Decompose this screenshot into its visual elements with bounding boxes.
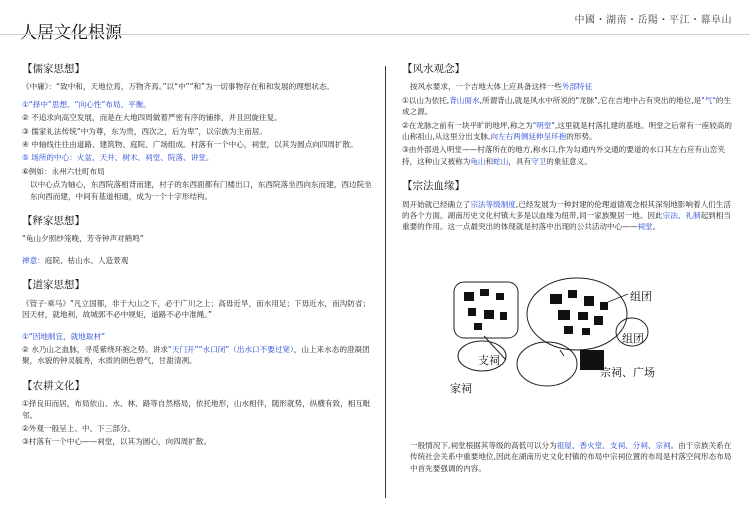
buddhist-zen bbox=[22, 255, 372, 266]
confucian-point-2: ② 不追求向高空发展，而是在大地四周做着严密有序的铺排，并且回旋往复。 bbox=[22, 113, 282, 123]
house-block bbox=[600, 302, 608, 310]
fs3-shouwei: 守卫 bbox=[531, 156, 547, 166]
fengshui-intro-highlight: 外部特征 bbox=[561, 82, 593, 92]
taoist-point-2 bbox=[22, 344, 372, 367]
fs3-sheshan: 蛇山 bbox=[493, 156, 509, 166]
fs3-c: 和 bbox=[485, 156, 494, 166]
farming-point-2: ②外观一般呈上、中、下三部分。 bbox=[22, 423, 136, 433]
fs2-e: 的形势。 bbox=[566, 132, 597, 142]
fs1-qi: "气" bbox=[701, 95, 716, 105]
header-rule bbox=[0, 34, 750, 35]
fengshui-point-2 bbox=[402, 120, 732, 143]
buddhist-quote: “龟山夕照纱笼晚，芳寺钟声对鹤鸣” bbox=[22, 234, 144, 244]
house-block bbox=[496, 293, 504, 300]
connector-line-2 bbox=[560, 350, 564, 356]
clan-f: 祠堂 bbox=[637, 222, 653, 232]
confucian-example: 以中心点为轴心，东西院落相背而建，村子的东西面都有门楼出口，东西院落坐西向东而建，西边院坐东向西而建，中间有基道相通，成为一个十字形结构。 bbox=[30, 180, 372, 201]
house-block bbox=[550, 294, 562, 304]
taoist-point-1: ①“因地制宜，就地取材” bbox=[22, 331, 106, 341]
house-block bbox=[500, 312, 507, 320]
bottom-highlight: 祖屋、香火堂、支祠、分祠、宗祠 bbox=[556, 441, 671, 450]
clan-e: 起到相当重要的作用。这一点最突出的体现就是村落中出现的公共活动中心—— bbox=[402, 211, 731, 232]
fs2-mingtang: "明堂" bbox=[532, 120, 555, 130]
confucian-point-1: ①“择中”思想、“向心性”布局、平衡。 bbox=[22, 99, 151, 109]
house-block bbox=[584, 296, 594, 306]
house-block bbox=[568, 290, 577, 298]
house-block bbox=[468, 308, 476, 316]
page-title: 人居文化根源 bbox=[20, 23, 122, 43]
house-block bbox=[564, 326, 573, 334]
clan-d: 宗法、礼制 bbox=[662, 211, 701, 221]
left-column bbox=[22, 60, 372, 450]
bottom-ellipse-center bbox=[517, 342, 577, 386]
taoist-point-2-a: ② 水乃山之血脉，寻觅紫绕环抱之势。讲求 bbox=[22, 344, 168, 354]
house-block bbox=[480, 289, 489, 296]
zen-text: 庭院、枯山水、人造景观 bbox=[44, 255, 129, 265]
fs1-a: ①以山为依托, bbox=[402, 95, 450, 105]
farming-heading: 【农耕文化】 bbox=[22, 379, 85, 392]
bottom-c: 。由于宗族关系在传统社会关系中重要地位,因此在湖南历史文化村镇的布局中宗祠位置的布局是村落空间形态布局中首先要强调的内容。 bbox=[410, 441, 732, 473]
house-block bbox=[474, 323, 482, 330]
column-divider bbox=[385, 66, 386, 498]
clan-a: 周开始就已经确立了 bbox=[402, 199, 471, 209]
group-ellipse-main bbox=[527, 278, 627, 350]
clan-b: 宗法等级制度 bbox=[470, 199, 516, 209]
buddhist-heading: 【释家思想】 bbox=[22, 215, 85, 228]
confucian-point-5: ⑤ 场所的中心：火盆、天井、树木、祠堂、院落、讲堂。 bbox=[22, 153, 214, 163]
clan-paragraph bbox=[402, 199, 732, 233]
confucian-point-4: ④ 中轴线往往由道路、建筑物、庭院、广场组成。村落有一个中心，祠堂，以其为圆点向四周扩散。 bbox=[22, 140, 358, 150]
fengshui-heading: 【风水观念】 bbox=[402, 63, 465, 75]
clan-g: 。 bbox=[652, 222, 661, 232]
location-breadcrumb: 中國・湖南・岳陽・平江・幕阜山 bbox=[574, 15, 732, 26]
label-branch-hall: 支祠 bbox=[478, 354, 500, 367]
fs2-highlight: 向左右两侧延伸呈环抱 bbox=[490, 132, 567, 142]
house-block bbox=[558, 310, 570, 320]
fs1-e: 的生成之源。 bbox=[402, 95, 732, 117]
fs3-guishan: 龟山 bbox=[470, 156, 486, 166]
fengshui-point-3 bbox=[402, 144, 732, 167]
confucian-point-6: ⑥例如：永州六壮町布局 bbox=[22, 166, 105, 176]
fs2-a: ②在龙脉之前有一块平旷的地坪,称之为 bbox=[402, 120, 533, 130]
clan-heading: 【宗法血缘】 bbox=[402, 180, 465, 193]
fs1-c: ,所谓背山,就是风水中所说的"龙脉",它在吉地中占有突出的地位,是 bbox=[479, 95, 702, 105]
house-block bbox=[578, 312, 588, 320]
zen-label: 禅意： bbox=[22, 255, 45, 265]
label-group-mid: 组团 bbox=[622, 332, 644, 345]
fengshui-intro bbox=[402, 81, 732, 92]
taoist-point-2-c: ，山上来水态的澄凝团聚，水貌的钟灵毓秀，水质的朗色碧气，甘甜清冽。 bbox=[22, 344, 370, 366]
taoist-intro: 《管子·乘马》“凡立国都，非于大山之下，必于广川之上；高毋近旱，而水用足；下毋近水，而沟防省；因天材，就地利，故城郭不必中规矩，道路不必中准绳。” bbox=[22, 298, 371, 320]
fs3-e: ，具有 bbox=[508, 156, 532, 166]
house-block bbox=[582, 328, 590, 335]
confucian-intro: 《中庸》：“致中和，天地位焉，万物齐焉。”以“中”“和”为一切事物存在和和发展的理想状态。 bbox=[22, 82, 335, 92]
fs2-c: ,这里就是村落扎建的基地。明堂之后常有一座较高的山称祖山,从这里分出支脉, bbox=[402, 120, 732, 142]
clan-layout-diagram bbox=[440, 272, 730, 432]
ancestral-hall-paragraph bbox=[402, 440, 732, 476]
confucian-point-3: ③ 儒家礼法传统“中为尊，东为贵，西次之，后为卑”，以宗族为主而居。 bbox=[22, 126, 267, 136]
farming-point-1: ①择良田而居，布局依山、水、林、路等自然格局，依托地形，山水相伴，随形就势，纵横有致，相互毗邻。 bbox=[22, 399, 371, 420]
house-block bbox=[484, 310, 494, 319]
bottom-a: 一般情况下,祠堂根据其等级的高低可以分为 bbox=[410, 441, 557, 450]
taoist-point-2-highlight: “天门开”“水口闭”（出水口不要过宽） bbox=[167, 344, 294, 354]
fengshui-point-1 bbox=[402, 95, 732, 118]
taoist-heading: 【道家思想】 bbox=[22, 279, 85, 292]
house-block bbox=[464, 292, 474, 301]
pointer-line-top bbox=[608, 294, 628, 302]
right-column bbox=[402, 60, 732, 235]
fs1-highlight: 背山面水 bbox=[449, 95, 480, 105]
label-main-hall: 宗祠、广场 bbox=[600, 366, 655, 379]
fs3-a: ③由外部进入明堂——村落所在的地方,称水口,作为勾通内外交通的要道的水口其左右应有山峦夹持，这种山又被称为 bbox=[402, 145, 725, 166]
label-group-top: 组团 bbox=[630, 290, 652, 303]
label-family-hall: 家祠 bbox=[450, 382, 472, 395]
clan-c: ,已经发展为一种封建的伦理道德观念根其深刻地影响着人们生活的各个方面。湖南历史文化村镇大多是以血缘为纽带,同一家族聚居一地。因此 bbox=[402, 199, 731, 221]
fengshui-intro-a: 按风水要求，一个吉地大体上应具备这样一些 bbox=[410, 82, 562, 92]
farming-point-3: ③村落有一个中心——祠堂，以其为圆心，向四周扩散。 bbox=[22, 437, 212, 447]
house-block bbox=[594, 316, 603, 325]
fs3-g: 的象征意义。 bbox=[546, 156, 592, 166]
confucian-heading: 【儒家思想】 bbox=[22, 63, 85, 75]
